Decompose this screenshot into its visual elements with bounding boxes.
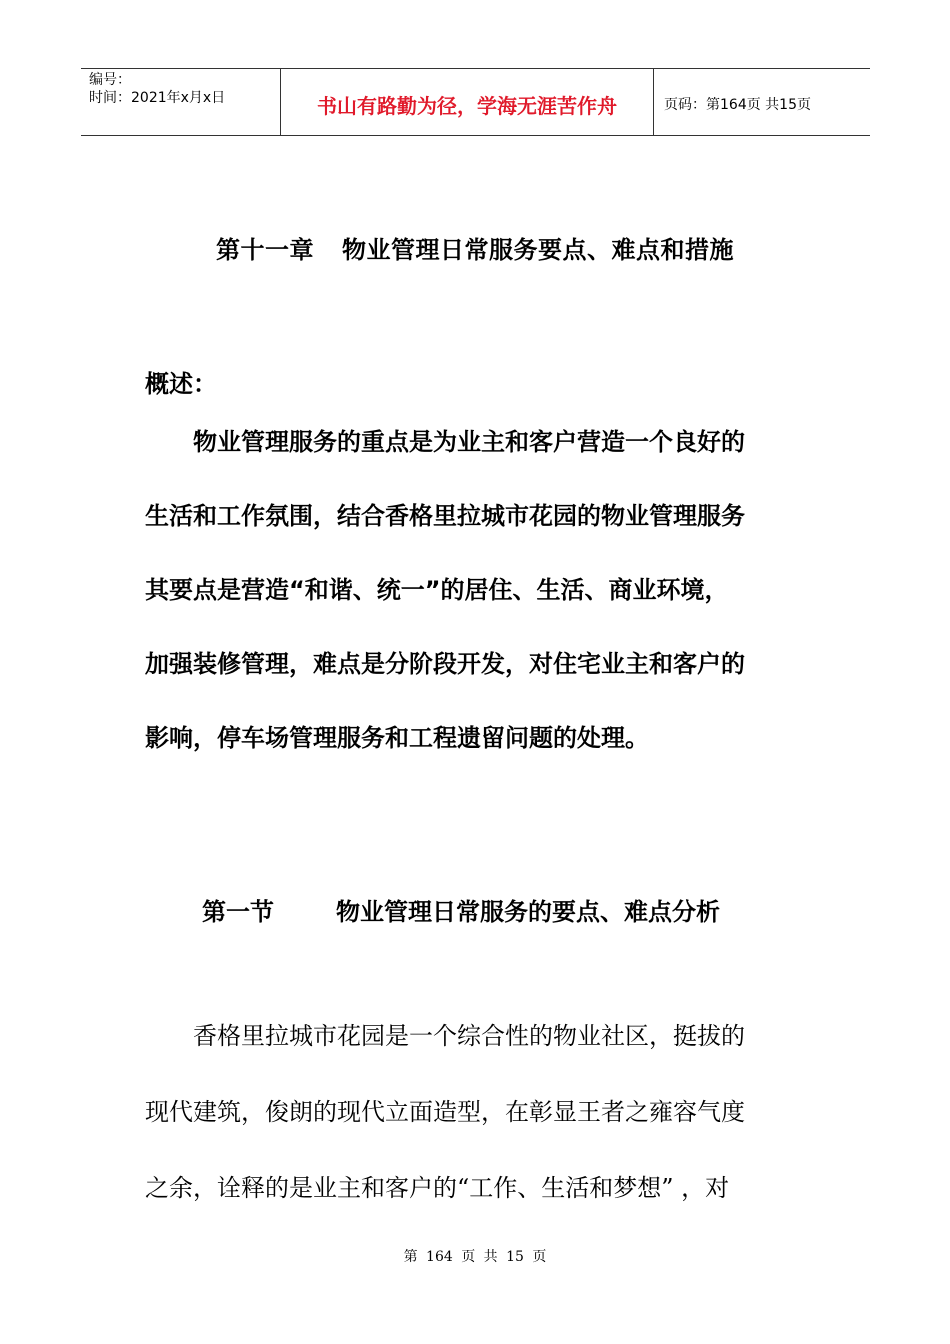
section-title xyxy=(202,892,720,927)
page-footer: 第 164 页 共 15 页 xyxy=(403,1249,547,1265)
chapter-title xyxy=(0,230,950,265)
chapter-number: 第十一章 xyxy=(216,236,314,264)
header-motto: 书山有路勤为径，学海无涯苦作舟 xyxy=(281,69,654,135)
paragraph-line: 之余，诠释的是业主和客户的“工作、生活和梦想” ，对 xyxy=(145,1174,730,1202)
serial-number-label: 编号： xyxy=(89,72,131,88)
header-page-info: 页码：第164页 共15页 xyxy=(664,97,811,113)
section-number: 第一节 xyxy=(202,898,274,926)
header-meta-cell xyxy=(81,69,281,135)
paragraph-line: 现代建筑，俊朗的现代立面造型，在彰显王者之雍容气度 xyxy=(145,1098,745,1126)
paragraph-line: 香格里拉城市花园是一个综合性的物业社区，挺拔的 xyxy=(145,1022,745,1050)
body-paragraph xyxy=(145,998,807,1226)
chapter-heading: 物业管理日常服务要点、难点和措施 xyxy=(342,236,734,264)
paragraph-line: 生活和工作氛围，结合香格里拉城市花园的物业管理服务 xyxy=(145,502,745,530)
overview-paragraph xyxy=(145,405,807,775)
paragraph-line: 物业管理服务的重点是为业主和客户营造一个良好的 xyxy=(145,428,745,456)
paragraph-line: 其要点是营造“和谐、统一”的居住、生活、商业环境， xyxy=(145,576,729,604)
overview-label: 概述： xyxy=(145,370,217,398)
page-header xyxy=(81,68,870,136)
paragraph-line: 加强装修管理，难点是分阶段开发，对住宅业主和客户的 xyxy=(145,650,745,678)
paragraph-line: 影响，停车场管理服务和工程遗留问题的处理。 xyxy=(145,724,649,752)
section-heading: 物业管理日常服务的要点、难点分析 xyxy=(336,898,720,926)
date-label: 时间：2021年x月x日 xyxy=(89,90,226,106)
